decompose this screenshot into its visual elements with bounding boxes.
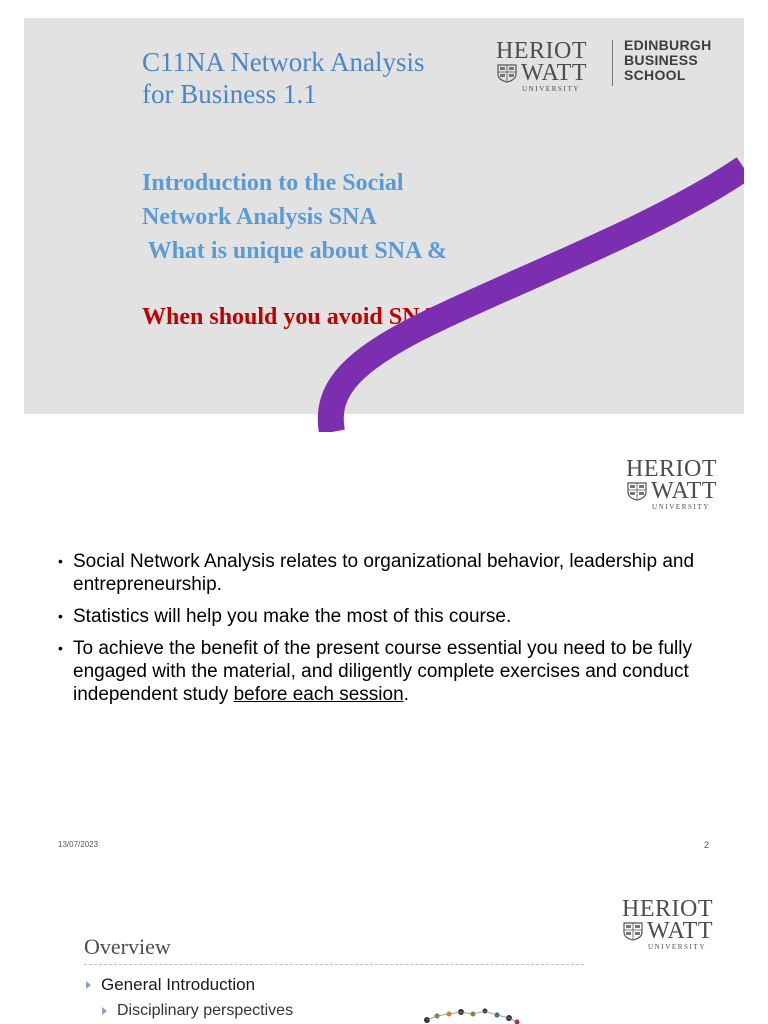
outline-subitem: [102, 1002, 293, 1020]
intro-line-2: Network Analysis SNA: [142, 204, 377, 230]
bullet-triangle-icon: [102, 1007, 107, 1015]
school-line-1: EDINBURGH: [624, 37, 712, 53]
logo-heriot: HERIOT: [626, 456, 717, 482]
logo-university: UNIVERSITY: [648, 943, 706, 951]
heriot-watt-logo-slide3: [622, 898, 713, 951]
intro-line-1: Introduction to the Social: [142, 170, 404, 196]
intro-line-3: What is unique about SNA &: [142, 238, 447, 264]
bullet-dot: •: [58, 608, 63, 624]
slide-title: [142, 46, 425, 110]
logo-watt: WATT: [521, 60, 587, 86]
slide-number: 2: [704, 840, 710, 850]
crest-icon: [496, 63, 518, 83]
logo-watt: WATT: [651, 478, 717, 504]
bullet-text: Social Network Analysis relates to organizational behavior, leadership and entrepreneurship.: [73, 551, 695, 595]
bullet-item: [58, 637, 738, 706]
bullet-text-end: .: [403, 684, 409, 705]
school-line-3: SCHOOL: [624, 67, 686, 83]
bullet-text: [73, 637, 738, 706]
overview-heading: Overview: [84, 934, 171, 959]
title-line-1: C11NA Network Analysis: [142, 47, 425, 77]
outline-item-label: General Introduction: [101, 975, 256, 994]
outline-item: [86, 975, 255, 995]
logo-heriot: HERIOT: [496, 38, 587, 64]
outline-subitem-label: Disciplinary perspectives: [117, 1002, 294, 1019]
bullet-item: [58, 550, 738, 596]
bullet-text-start: To achieve the benefit of the present course essential you need to be fully engaged with the material, and diligently complete exercises and conduct independent study: [73, 638, 692, 705]
crest-icon: [622, 921, 644, 941]
logo-watt: WATT: [647, 918, 713, 944]
heading-divider: [84, 964, 584, 965]
bullet-list: [58, 550, 738, 715]
bullet-item: [58, 605, 738, 628]
heriot-watt-logo: [496, 40, 587, 93]
avoid-sna-line: When should you avoid SNA: [142, 304, 437, 330]
bullet-dot: •: [58, 553, 63, 569]
crest-icon: [626, 481, 648, 501]
school-line-2: BUSINESS: [624, 52, 698, 68]
bullet-dot: •: [58, 640, 63, 656]
edinburgh-business-school-logo: [624, 38, 711, 83]
heriot-watt-logo-slide2: [626, 458, 717, 511]
bullet-emphasis: before each session: [233, 684, 404, 705]
logo-university: UNIVERSITY: [652, 503, 710, 511]
network-graph-illustration: [415, 1008, 525, 1024]
logo-university: UNIVERSITY: [522, 85, 580, 93]
slide-intro: [142, 166, 447, 268]
bullet-text: Statistics will help you make the most of this course.: [73, 606, 512, 627]
title-line-2: for Business 1.1: [142, 79, 317, 109]
slide-date: 13/07/2023: [58, 840, 99, 849]
bullet-triangle-icon: [86, 981, 91, 989]
title-slide: [24, 18, 744, 414]
logo-heriot: HERIOT: [622, 896, 713, 922]
logo-divider: [612, 40, 613, 86]
